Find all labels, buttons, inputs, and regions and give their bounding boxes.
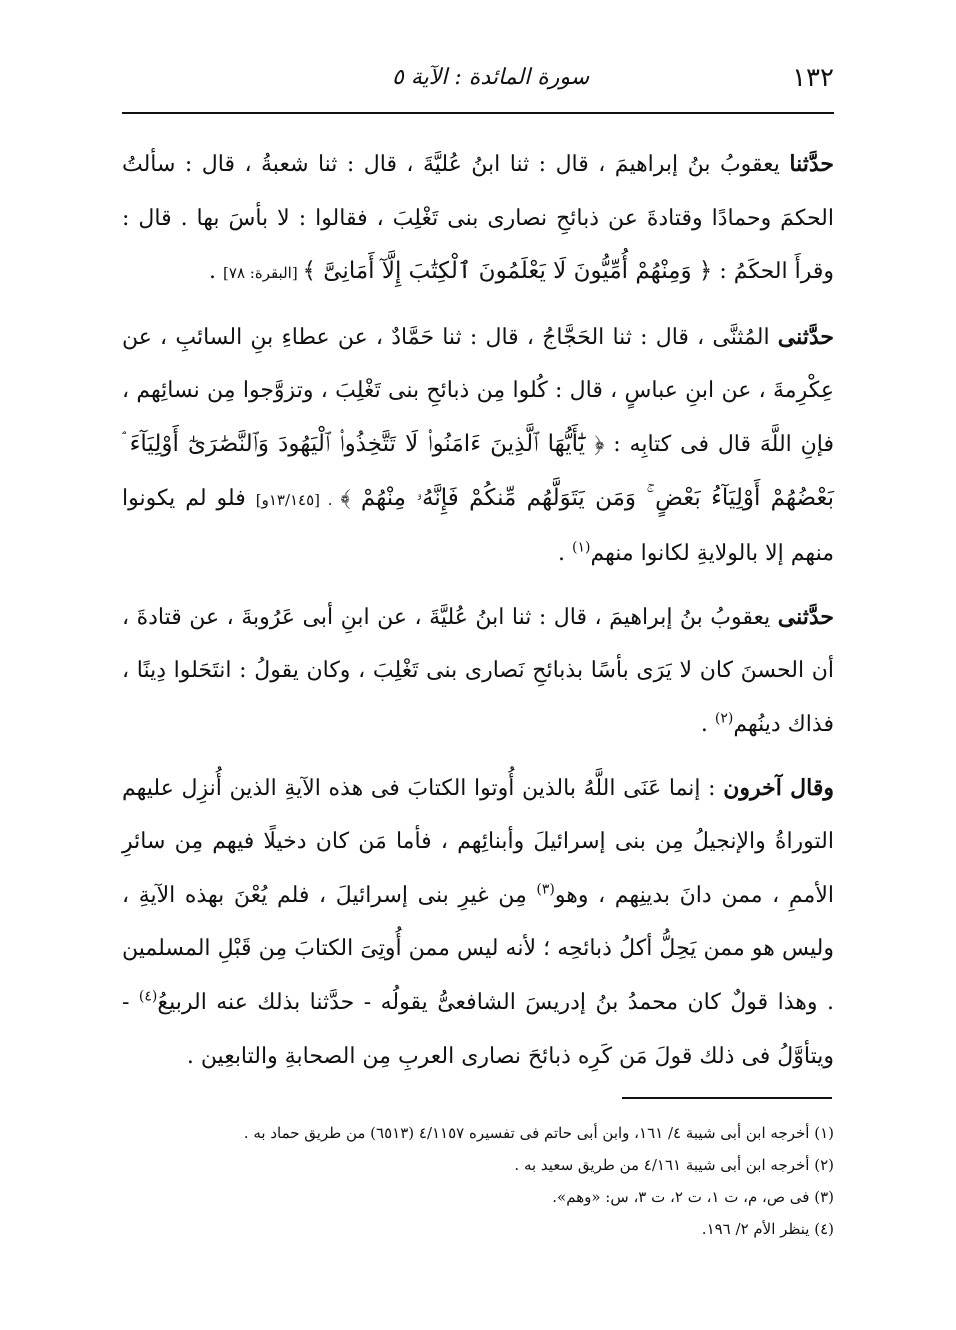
footnotes (122, 1118, 834, 1246)
paragraph-lead: وقال آخرون (723, 774, 834, 801)
paragraph-1 (122, 138, 834, 301)
footnote-1: (١) أخرجه ابن أبى شيبة ٤/ ١٦١، وابن أبى حاتم فى تفسيره ٤/١١٥٧ (٦٥١٣) من طريق حماد به . (243, 1124, 834, 1142)
footnote-2: (٢) أخرجه ابن أبى شيبة ٤/١٦١ من طريق سعيد به . (514, 1156, 834, 1174)
page-number: ١٣٢ (792, 63, 834, 93)
footnote-3: (٣) فى ص، م، ت ١، ت ٢، ت ٣، س: «وهم». (552, 1188, 834, 1206)
paragraph-text: : إنما عَنَى اللَّهُ بالذين أُوتوا الكتابَ فى هذه الآيةِ الذين أُنزِل عليهم التوراةُ والإنجيلُ مِن بنى إسرائيلَ وأبنائِهم ، فأما مَن كان دخيلًا فيهم مِن سائرِ الأممِ ، ممن دانَ بدينِهم ، وهو (122, 775, 834, 908)
paragraph-end: . (557, 541, 572, 567)
footnote-4: (٤) ينظر الأم ٢/ ١٩٦. (701, 1220, 834, 1238)
paragraph-text: يعقوبُ بنُ إبراهيمَ ، قال : ثنا ابنُ عُليَّةَ ، عن ابنِ أبى عَرُوبةَ ، عن قتادةَ ، أن الحسنَ كان لا يَرَى بأسًا بذبائحِ نَصارى بنى تَغْلِبَ ، وكان يقولُ : انتَحَلوا دِينًا ، فذاك دينُهم (122, 604, 834, 737)
paragraph-2 (122, 311, 834, 581)
manuscript-reference: . [١٣/١٤٥و] (255, 490, 341, 509)
paragraph-lead: حدَّثنا (789, 151, 834, 177)
paragraph-text: المُثنَّى ، قال : ثنا الحَجَّاجُ ، قال : ثنا حَمَّادٌ ، عن عطاءِ بنِ السائبِ ، عن عِكْرِمةَ ، عن ابنِ عباسٍ ، قال : كُلوا مِن ذبائحِ بنى تَغْلِبَ ، وتزوَّجوا مِن نسائِهم ، فإنِ اللَّهَ قال فى كتابِه : (122, 324, 835, 457)
page-header (122, 58, 834, 98)
running-title: سورة المائدة : الآية ٥ (392, 65, 590, 90)
footnote-ref-4: (٤) (138, 988, 158, 1005)
footnote-divider (622, 1097, 832, 1099)
main-text (122, 138, 834, 1093)
paragraph-lead: حدَّثنى (777, 323, 834, 350)
paragraph-tail: . (209, 259, 224, 285)
verse-reference: [البقرة: ٧٨] (223, 264, 303, 283)
quran-verse: ﴿ وَمِنْهُمْ أُمِّيُّونَ لَا يَعْلَمُونَ ٱلْكِتَٰبَ إِلَّآ أَمَانِىَّ ﴾ (302, 258, 713, 285)
footnote-ref-1: (١) (571, 539, 591, 556)
footnote-ref-2: (٢) (714, 710, 734, 727)
paragraph-lead: حدَّثنى (777, 603, 834, 630)
paragraph-text-2: مِن غيرِ بنى إسرائيلَ ، فلم يُعْنَ بهذه الآيةِ ، وليس هو ممن يَحِلُّ أكلُ ذبائحِه ؛ لأنه ليس ممن أُوتِىَ الكتابَ مِن قَبْلِ المسلمين . وهذا قولٌ كان محمدُ بنُ إدريسَ الشافعىُّ يقولُه - حدَّثنا بذلك عنه الربيعُ (122, 882, 834, 1015)
paragraph-text: يعقوبُ بنُ إبراهيمَ ، قال : ثنا ابنُ عُليَّةَ ، قال : ثنا شعبةُ ، قال : سألتُ الحكمَ وحمادًا وقتادةَ عن ذبائحِ نصارى بنى تَغْلِبَ ، فقالوا : لا بأسَ بها . قال : وقرأَ الحكَمُ : (122, 152, 834, 285)
paragraph-3 (122, 591, 834, 752)
paragraph-end: . (700, 711, 715, 737)
header-divider (122, 112, 834, 114)
paragraph-tail: فلو لم يكونوا منهم إلا بالولايةِ لكانوا منهم (122, 485, 834, 567)
footnote-ref-3: (٣) (536, 881, 555, 898)
quran-verse: ﴿ يَٰٓأَيُّهَا ٱلَّذِينَ ءَامَنُوا۟ لَا تَتَّخِذُوا۟ ٱلْيَهُودَ وَٱلنَّصَٰرَىٰٓ أَوْلِيَآءَ ۘ بَعْضُهُمْ أَوْلِيَآءُ بَعْضٍ ۚ وَمَن يَتَوَلَّهُم مِّنكُمْ فَإِنَّهُۥ مِنْهُمْ ﴾ (122, 430, 834, 511)
paragraph-4 (122, 762, 834, 1084)
paragraph-text-3: - ويتأوَّلُ فى ذلك قولَ مَن كَرِه ذبائحَ نصارى العربِ مِن الصحابةِ والتابعِين . (122, 989, 834, 1069)
